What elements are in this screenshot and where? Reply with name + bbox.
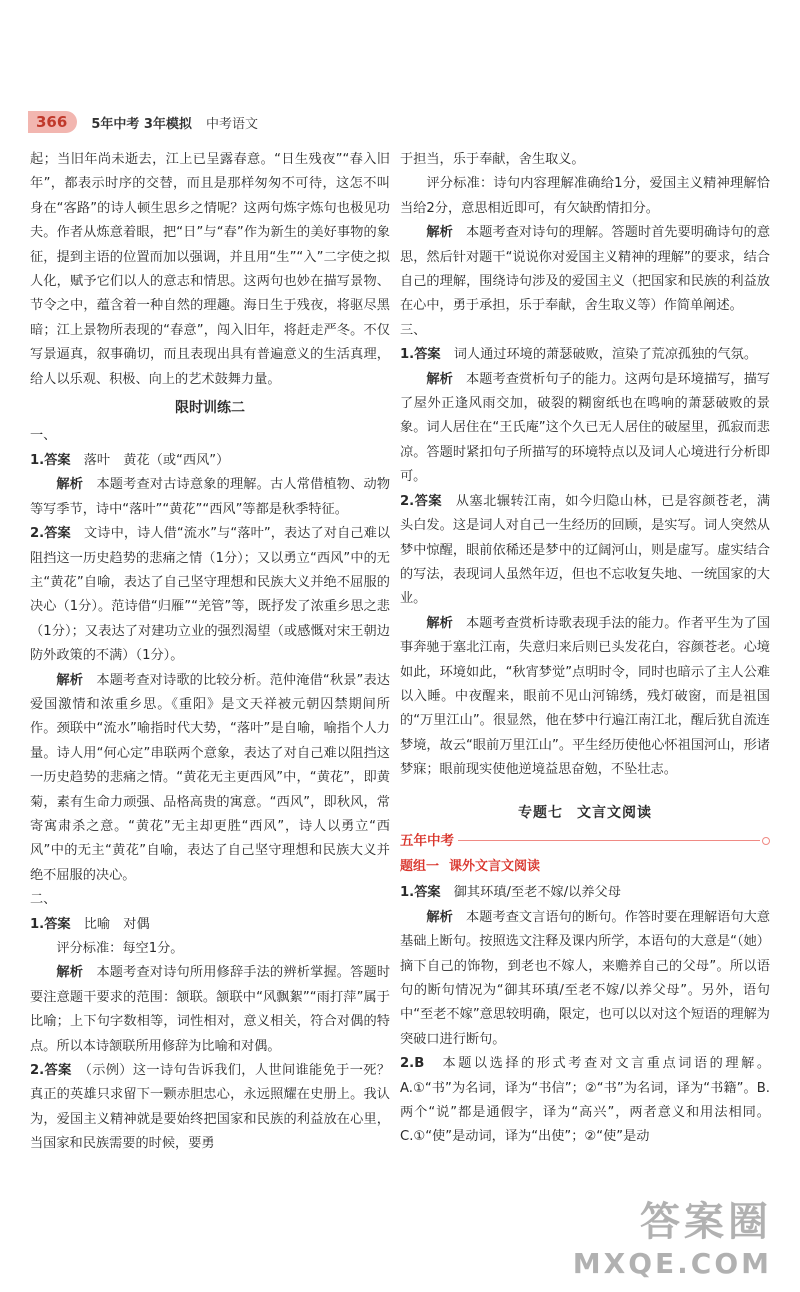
item-number: 2. bbox=[400, 493, 415, 509]
analysis-tag: 解析 bbox=[426, 615, 453, 631]
item-number: 1. bbox=[400, 885, 415, 901]
analysis-tag: 解析 bbox=[56, 965, 84, 981]
item-number: 2. bbox=[400, 1056, 415, 1072]
answer-item bbox=[400, 1052, 770, 1150]
answer-tag: B bbox=[414, 1056, 425, 1072]
analysis-item bbox=[400, 368, 770, 490]
answer-tag: 答案 bbox=[44, 452, 71, 468]
page-number: 366 bbox=[28, 111, 77, 133]
score-criteria: 评分标准：诗句内容理解准确给1分，爱国主义精神理解恰当给2分，意思相近即可，有欠缺酌情扣分。 bbox=[400, 176, 770, 216]
analysis-text: 本题考查赏析句子的能力。这两句是环境描写，描写了屋外正逢风雨交加，破裂的糊窗纸也在鸣响的萧瑟破败的景象。词人居住在“王氏庵”这个久已无人居住的破屋里，孤寂而悲凉。答题时紧扣句子所描写的环境特点以及词人心境进行分析即可。 bbox=[400, 371, 771, 485]
analysis-item bbox=[400, 612, 770, 783]
watermark-logo bbox=[573, 1190, 772, 1280]
item-number: 2. bbox=[30, 526, 45, 542]
topic-name: 文言文阅读 bbox=[577, 804, 652, 821]
analysis-text: 本题考查对诗句的理解。答题时首先要明确诗句的意思，然后针对题干“说说你对爱国主义精神的理解”的要求，结合自己的理解，围绕诗句涉及的爱国主义（把国家和民族的利益放在心中，勇于承担，乐于奉献，舍生取义等）作简单阐述。 bbox=[400, 225, 771, 314]
analysis-text: 本题考查对诗歌的比较分析。范仲淹借“秋景”表达爱国激情和浓重乡思。《重阳》是文天祥被元朝囚禁期间所作。颈联中“流水”喻指时代大势，“落叶”是自喻，喻指个人力量。诗人用“何心定”串联两个意象，表达了对自己难以阻挡这一历史趋势的悲痛之情。“黄花无主更西风”中，“黄花”，即黄菊，素有生命力顽强、品格高贵的寓意。“西风”，即秋风，常寄寓肃杀之意。“黄花”无主却更胜“西风”，诗人以勇立“西风”中的无主“黄花”自喻，表达了自己坚守理想和民族大义并绝不屈服的决心。 bbox=[30, 672, 390, 883]
answer-text: 比喻 对偶 bbox=[83, 916, 150, 932]
analysis-text: 本题考查对诗句所用修辞手法的辨析掌握。答题时要注意题干要求的范围：颔联。颔联中“风飘絮”“雨打萍”属于比喻；上下句字数相等，词性相对，意义相关，符合对偶的特点。所以本诗颔联所用修辞为比喻和对偶。 bbox=[30, 965, 391, 1054]
answer-text: 本题以选择的形式考查对文言重点词语的理解。A.①“书”为名词，译为“书信”；②“书”为名词，译为“书籍”。B.两个“说”都是通假字，译为“高兴”，两者意义和用法相同。C.①“使”是动词，译为“出使”；②“使”是动 bbox=[400, 1056, 771, 1145]
answer-tag: 答案 bbox=[44, 526, 71, 542]
answer-item bbox=[30, 449, 390, 473]
part-heading: 三、 bbox=[400, 322, 427, 338]
section-band bbox=[400, 831, 770, 851]
group-title bbox=[400, 855, 770, 879]
analysis-tag: 解析 bbox=[426, 371, 453, 387]
topic-number: 专题七 bbox=[518, 804, 563, 821]
analysis-item bbox=[30, 473, 390, 522]
item-number: 2. bbox=[30, 1063, 45, 1079]
circle-icon bbox=[762, 837, 770, 845]
answer-item bbox=[400, 490, 770, 612]
answer-text: 落叶 黄花（或“西风”） bbox=[83, 452, 230, 468]
answer-tag: 答案 bbox=[44, 916, 71, 932]
page-header bbox=[28, 108, 258, 136]
continued-text: 于担当，乐于奉献，舍生取义。 bbox=[400, 152, 585, 167]
intro-paragraph: 起；当旧年尚未逝去，江上已呈露春意。“日生残夜”“春入旧年”，都表示时序的交替，而且是那样匆匆不可待，这怎不叫身在“客路”的诗人顿生思乡之情呢？这两句炼字炼句也极见功夫。作者从炼意着眼，把“日”与“春”作为新生的美好事物的象征，提到主语的位置而加以强调，并且用“生”“入”二字使之拟人化，赋予它们以人的意志和情思。这两句也妙在描写景物、节令之中，蕴含着一种自然的理趣。海日生于残夜，将驱尽黑暗；江上景物所表现的“春意”，闯入旧年，将赶走严冬。不仅写景逼真，叙事确切，而且表现出具有普遍意义的生活真理，给人以乐观、积极、向上的艺术鼓舞力量。 bbox=[30, 152, 390, 387]
group-number: 题组一 bbox=[400, 858, 440, 874]
topic-title bbox=[400, 801, 770, 825]
band-label: 五年中考 bbox=[400, 832, 454, 849]
answer-item bbox=[30, 1059, 390, 1157]
answer-text: 词人通过环境的萧瑟破败，渲染了荒凉孤独的气氛。 bbox=[453, 347, 758, 363]
book-series: 5年中考 3年模拟 bbox=[91, 116, 192, 132]
book-subject: 中考语文 bbox=[205, 116, 258, 132]
analysis-text: 本题考查对古诗意象的理解。古人常借植物、动物等写季节，诗中“落叶”“黄花”“西风”等都是秋季特征。 bbox=[30, 477, 391, 517]
answer-tag: 答案 bbox=[44, 1063, 72, 1079]
analysis-item bbox=[400, 906, 770, 1052]
analysis-tag: 解析 bbox=[426, 225, 453, 241]
answer-tag: 答案 bbox=[414, 347, 441, 363]
analysis-text: 本题考查文言语句的断句。作答时要在理解语句大意基础上断句。按照选文注释及课内所学，本语句的大意是“（她）摘下自己的饰物，到老也不嫁人，来赡养自己的父母”。所以语句的断句情况为“御其环瑱/至老不嫁/以养父母”。另外，语句中“至老不嫁”意思较明确，限定，也可以以对这个短语的理解为突破口进行断句。 bbox=[400, 909, 771, 1047]
analysis-tag: 解析 bbox=[426, 909, 453, 925]
part-heading: 一、 bbox=[30, 428, 57, 444]
answer-item bbox=[400, 343, 770, 367]
item-number: 1. bbox=[400, 347, 415, 363]
divider-line bbox=[458, 840, 760, 841]
analysis-text: 本题考查赏析诗歌表现手法的能力。作者平生为了国事奔驰于塞北江南，失意归来后则已头发花白，容颜苍老。心境如此，环境如此，“秋宵梦觉”点明时令，同时也暗示了主人公难以入睡。中夜醒来，眼前不见山河锦绣，残灯破窗，而是祖国的“万里江山”。很显然，他在梦中行遍江南江北，醒后犹自流连梦境，故云“眼前万里江山”。平生经历使他心怀祖国河山，形诸梦寐；眼前现实使他逆境益思奋勉，不坠壮志。 bbox=[400, 615, 771, 778]
item-number: 1. bbox=[30, 916, 45, 932]
group-name: 课外文言文阅读 bbox=[449, 858, 541, 874]
answer-tag: 答案 bbox=[414, 885, 441, 901]
answer-item bbox=[400, 881, 770, 905]
answer-text: 从塞北辗转江南，如今归隐山林，已是容颜苍老，满头白发。这是词人对自己一生经历的回顾，是实写。词人突然从梦中惊醒，眼前依稀还是梦中的辽阔河山，则是虚写。虚实结合的写法，表现词人虽然年迈，但也不忘收复失地、一统国家的大业。 bbox=[400, 493, 771, 607]
analysis-tag: 解析 bbox=[56, 672, 84, 688]
analysis-item bbox=[30, 669, 390, 889]
right-column bbox=[400, 148, 770, 1150]
answer-text: 文诗中，诗人借“流水”与“落叶”，表达了对自己难以阻挡这一历史趋势的悲痛之情（1分）；又以勇立“西风”中的无主“黄花”自喻，表达了自己坚守理想和民族大义并绝不屈服的决心（1分）。范诗借“归雁”“羌管”等，既抒发了浓重乡思之悲（1分）；又表达了对建功立业的强烈渴望（或感慨对宋王朝边防外政策的不满）（1分）。 bbox=[30, 526, 391, 664]
watermark-title: 答案圈 bbox=[640, 1198, 772, 1245]
score-criteria: 评分标准：每空1分。 bbox=[56, 941, 184, 956]
answer-tag: 答案 bbox=[414, 493, 443, 509]
answer-text: 御其环瑱/至老不嫁/以养父母 bbox=[453, 885, 621, 901]
answer-text: （示例）这一诗句告诉我们，人世间谁能免于一死？真正的英雄只求留下一颗赤胆忠心，永远照耀在史册上。我认为，爱国主义精神就是要始终把国家和民族的利益放在心里，当国家和民族需要的时候，要勇 bbox=[30, 1063, 391, 1152]
analysis-tag: 解析 bbox=[56, 477, 84, 493]
analysis-item bbox=[30, 961, 390, 1059]
analysis-item bbox=[400, 221, 770, 319]
item-number: 1. bbox=[30, 452, 45, 468]
left-column bbox=[30, 148, 390, 1157]
answer-item bbox=[30, 522, 390, 668]
section-title: 限时训练二 bbox=[175, 400, 245, 417]
answer-item bbox=[30, 913, 390, 937]
watermark-url: MXQE.COM bbox=[572, 1247, 772, 1280]
part-heading: 二、 bbox=[30, 892, 57, 908]
